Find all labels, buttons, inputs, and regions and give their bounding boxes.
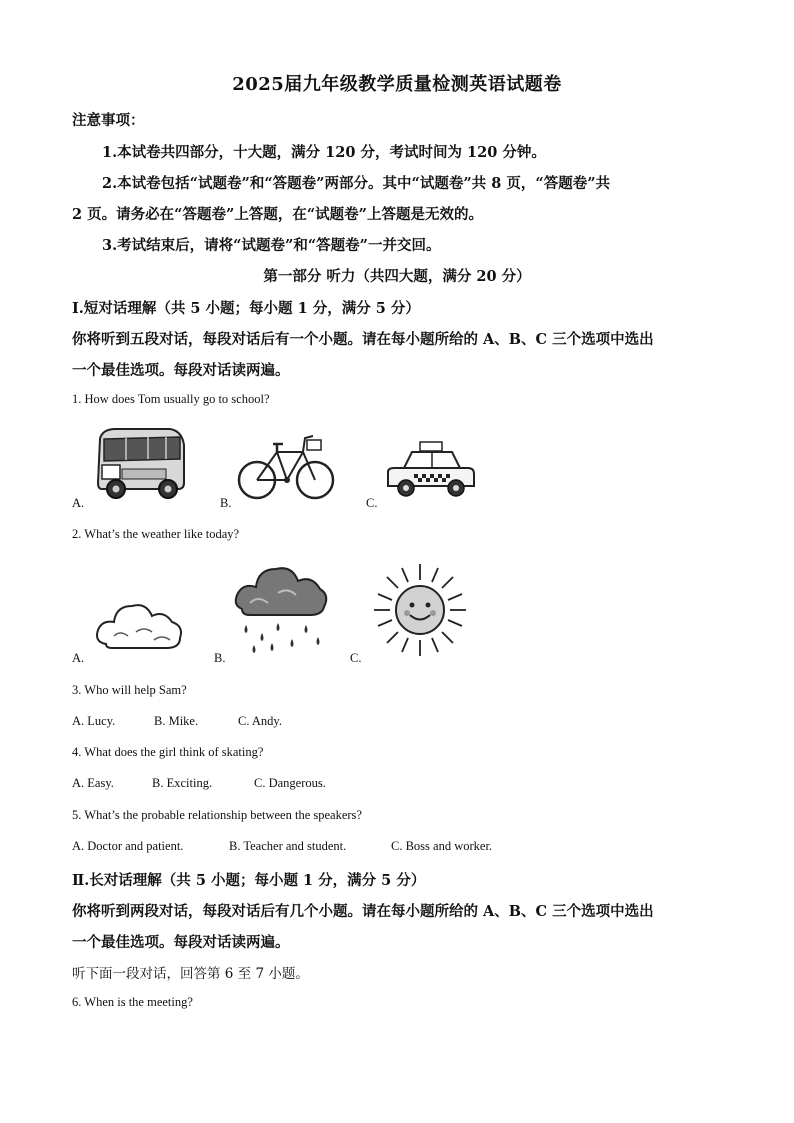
q3-option-b: B. Mike. bbox=[154, 714, 199, 728]
question-6: 6. When is the meeting? bbox=[72, 995, 193, 1009]
notice-heading: 注意事项： bbox=[72, 112, 145, 129]
q5-option-a: A. Doctor and patient. bbox=[72, 839, 184, 853]
sun-image bbox=[372, 562, 468, 658]
notice-item-1: 1.本试卷共四部分，十大题，满分 120 分，考试时间为 120 分钟。 bbox=[102, 144, 546, 161]
q2-option-a-label: A. bbox=[72, 651, 85, 665]
taxi-image bbox=[384, 440, 478, 500]
q4-option-c: C. Dangerous. bbox=[254, 776, 326, 790]
q5-option-b: B. Teacher and student. bbox=[229, 839, 347, 853]
notice-item-2-cont: 2 页。请务必在“答题卷”上答题，在“试题卷”上答题是无效的。 bbox=[72, 206, 483, 223]
section2-heading: Ⅱ.长对话理解（共 5 小题；每小题 1 分，满分 5 分） bbox=[72, 872, 426, 889]
question-3: 3. Who will help Sam? bbox=[72, 683, 187, 697]
cloud-image bbox=[92, 596, 184, 658]
q2-option-c-label: C. bbox=[350, 651, 362, 665]
section1-instructions: 你将听到五段对话，每段对话后有一个小题。请在每小题所给的 A、B、C 三个选项中选出 bbox=[72, 331, 654, 348]
section2-instructions: 你将听到两段对话，每段对话后有几个小题。请在每小题所给的 A、B、C 三个选项中选出 bbox=[72, 903, 654, 920]
bicycle-image bbox=[237, 430, 337, 502]
question-2: 2. What’s the weather like today? bbox=[72, 527, 240, 541]
question-1: 1. How does Tom usually go to school? bbox=[72, 392, 270, 406]
q1-option-a-label: A. bbox=[72, 496, 85, 510]
q3-option-a: A. Lucy. bbox=[72, 714, 116, 728]
question-4: 4. What does the girl think of skating? bbox=[72, 745, 264, 759]
section2-instructions-cont: 一个最佳选项。每段对话读两遍。 bbox=[72, 934, 290, 951]
q4-option-b: B. Exciting. bbox=[152, 776, 213, 790]
notice-item-2: 2.本试卷包括“试题卷”和“答题卷”两部分。其中“试题卷”共 8 页，“答题卷”共 bbox=[102, 175, 611, 192]
section1-instructions-cont: 一个最佳选项。每段对话读两遍。 bbox=[72, 362, 290, 379]
question-5: 5. What’s the probable relationship between the speakers? bbox=[72, 808, 362, 822]
q3-option-c: C. Andy. bbox=[238, 714, 282, 728]
notice-item-3: 3.考试结束后，请将“试题卷”和“答题卷”一并交回。 bbox=[102, 237, 441, 254]
part1-heading: 第一部分 听力（共四大题，满分 20 分） bbox=[263, 268, 531, 285]
q2-option-b-label: B. bbox=[214, 651, 226, 665]
page-title: 2025届九年级教学质量检测英语试题卷 bbox=[232, 74, 562, 95]
q4-option-a: A. Easy. bbox=[72, 776, 114, 790]
section2-subinstruction: 听下面一段对话，回答第 6 至 7 小题。 bbox=[72, 966, 309, 982]
q1-option-c-label: C. bbox=[366, 496, 378, 510]
section1-heading: Ⅰ.短对话理解（共 5 小题；每小题 1 分，满分 5 分） bbox=[72, 300, 420, 317]
rain-cloud-image bbox=[232, 563, 328, 657]
bus-image bbox=[92, 425, 188, 501]
q1-option-b-label: B. bbox=[220, 496, 232, 510]
q5-option-c: C. Boss and worker. bbox=[391, 839, 493, 853]
